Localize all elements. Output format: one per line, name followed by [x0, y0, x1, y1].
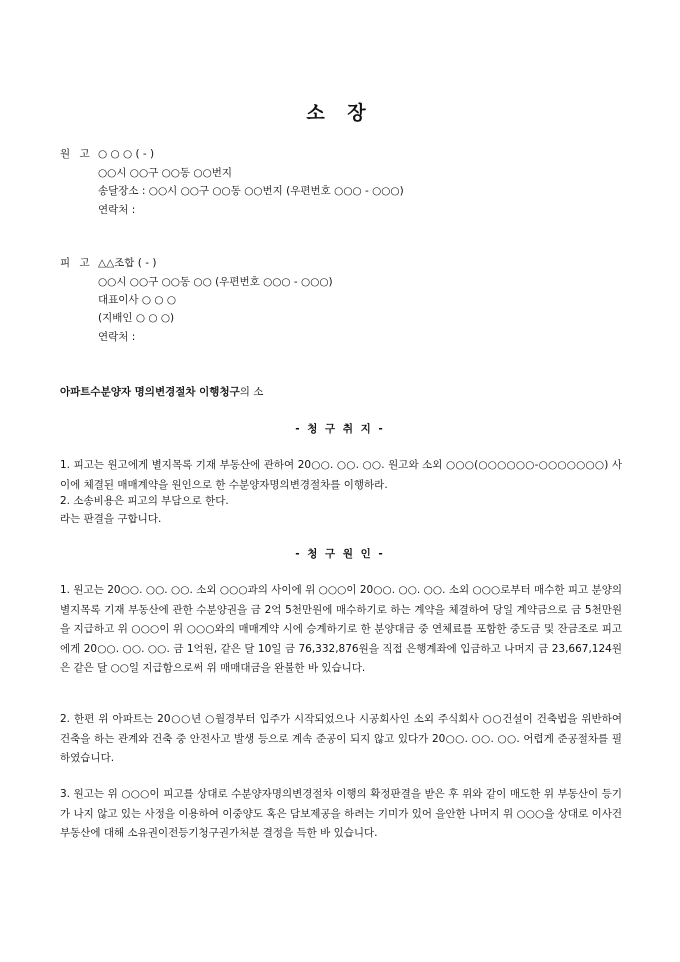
cause-paragraph-2: 2. 한편 위 아파트는 20○○년 ○월경부터 입주가 시작되었으나 시공회사인 소외 주식회사 ○○건설이 건축법을 위반하여 건축을 하는 관계와 건축 중 안전사고 발생 등으로 계속 준공이 되지 않고 있다가 20○○. ○○. ○○. 어렵게 준공절차를 필하였습니다.: [60, 713, 622, 764]
defendant-manager: (지배인 ○ ○ ○): [98, 312, 175, 324]
claim-closing: 라는 판결을 구합니다.: [60, 513, 162, 525]
plaintiff-name: ○ ○ ○ ( - ): [98, 148, 155, 160]
plaintiff-address: ○○시 ○○구 ○○동 ○○번지: [98, 167, 233, 179]
case-title-suffix: 의 소: [239, 386, 264, 398]
defendant-label: 피 고: [60, 257, 93, 269]
case-title: [60, 385, 263, 399]
defendant-contact: 연락처 :: [98, 331, 136, 343]
claim-heading: - 청 구 취 지 -: [295, 423, 385, 435]
defendant-name: △△조합 ( - ): [98, 257, 157, 269]
plaintiff-contact: 연락처 :: [98, 204, 136, 216]
cause-paragraph-1: 1. 원고는 20○○. ○○. ○○. 소외 ○○○과의 사이에 위 ○○○이 20○○. ○○. ○○. 소외 ○○○로부터 매수한 피고 분양의 별지목록 기재 부동산에 관한 수분양권을 금 2억 5천만원에 매수하기로 하는 계약을 체결하여 당일 계약금으로 금 5천만원을 지급하고 위 ○○○이 위 ○○○와의 매매계약 시에 승계하기로 한 분양대금 중 연체료를 포함한 중도금 및 잔금조로 피고에게 20○○. ○○. ○○. 금 1억원, 같은 달 10일 금 76,332,876원을 직접 은행계좌에 입금하고 나머지 금 23,667,124원은 같은 달 ○○일 지급함으로써 위 매매대금을 완불한 바 있습니다.: [60, 584, 622, 674]
document-title: 소 장: [306, 102, 374, 124]
cause-paragraph-3: 3. 원고는 위 ○○○이 피고를 상대로 수분양자명의변경절차 이행의 확정판결을 받은 후 위와 같이 매도한 위 부동산이 등기가 나지 않고 있는 사정을 이용하여 이중양도 혹은 담보제공을 하려는 기미가 있어 을안한 나머지 위 ○○○을 상대로 이사건 부동산에 대해 소유권이전등기청구권가처분 결정을 득한 바 있습니다.: [60, 788, 622, 839]
claim-item-2: 2. 소송비용은 피고의 부담으로 한다.: [60, 495, 229, 507]
defendant-address: ○○시 ○○구 ○○동 ○○ (우편번호 ○○○ - ○○○): [98, 276, 333, 288]
cause-heading: - 청 구 원 인 -: [295, 548, 385, 560]
claim-item-1: 1. 피고는 원고에게 별지목록 기재 부동산에 관하여 20○○. ○○. ○○. 원고와 소외 ○○○(○○○○○○-○○○○○○○) 사이에 체결된 매매계약을 원인으로 한 수분양자명의변경절차를 이행하라.: [60, 459, 622, 491]
defendant-representative: 대표이사 ○ ○ ○: [98, 294, 177, 306]
plaintiff-label: 원 고: [60, 148, 93, 160]
case-title-main: 아파트수분양자 명의변경절차 이행청구: [60, 386, 240, 398]
plaintiff-delivery-address: 송달장소 : ○○시 ○○구 ○○동 ○○번지 (우편번호 ○○○ - ○○○): [98, 185, 404, 197]
